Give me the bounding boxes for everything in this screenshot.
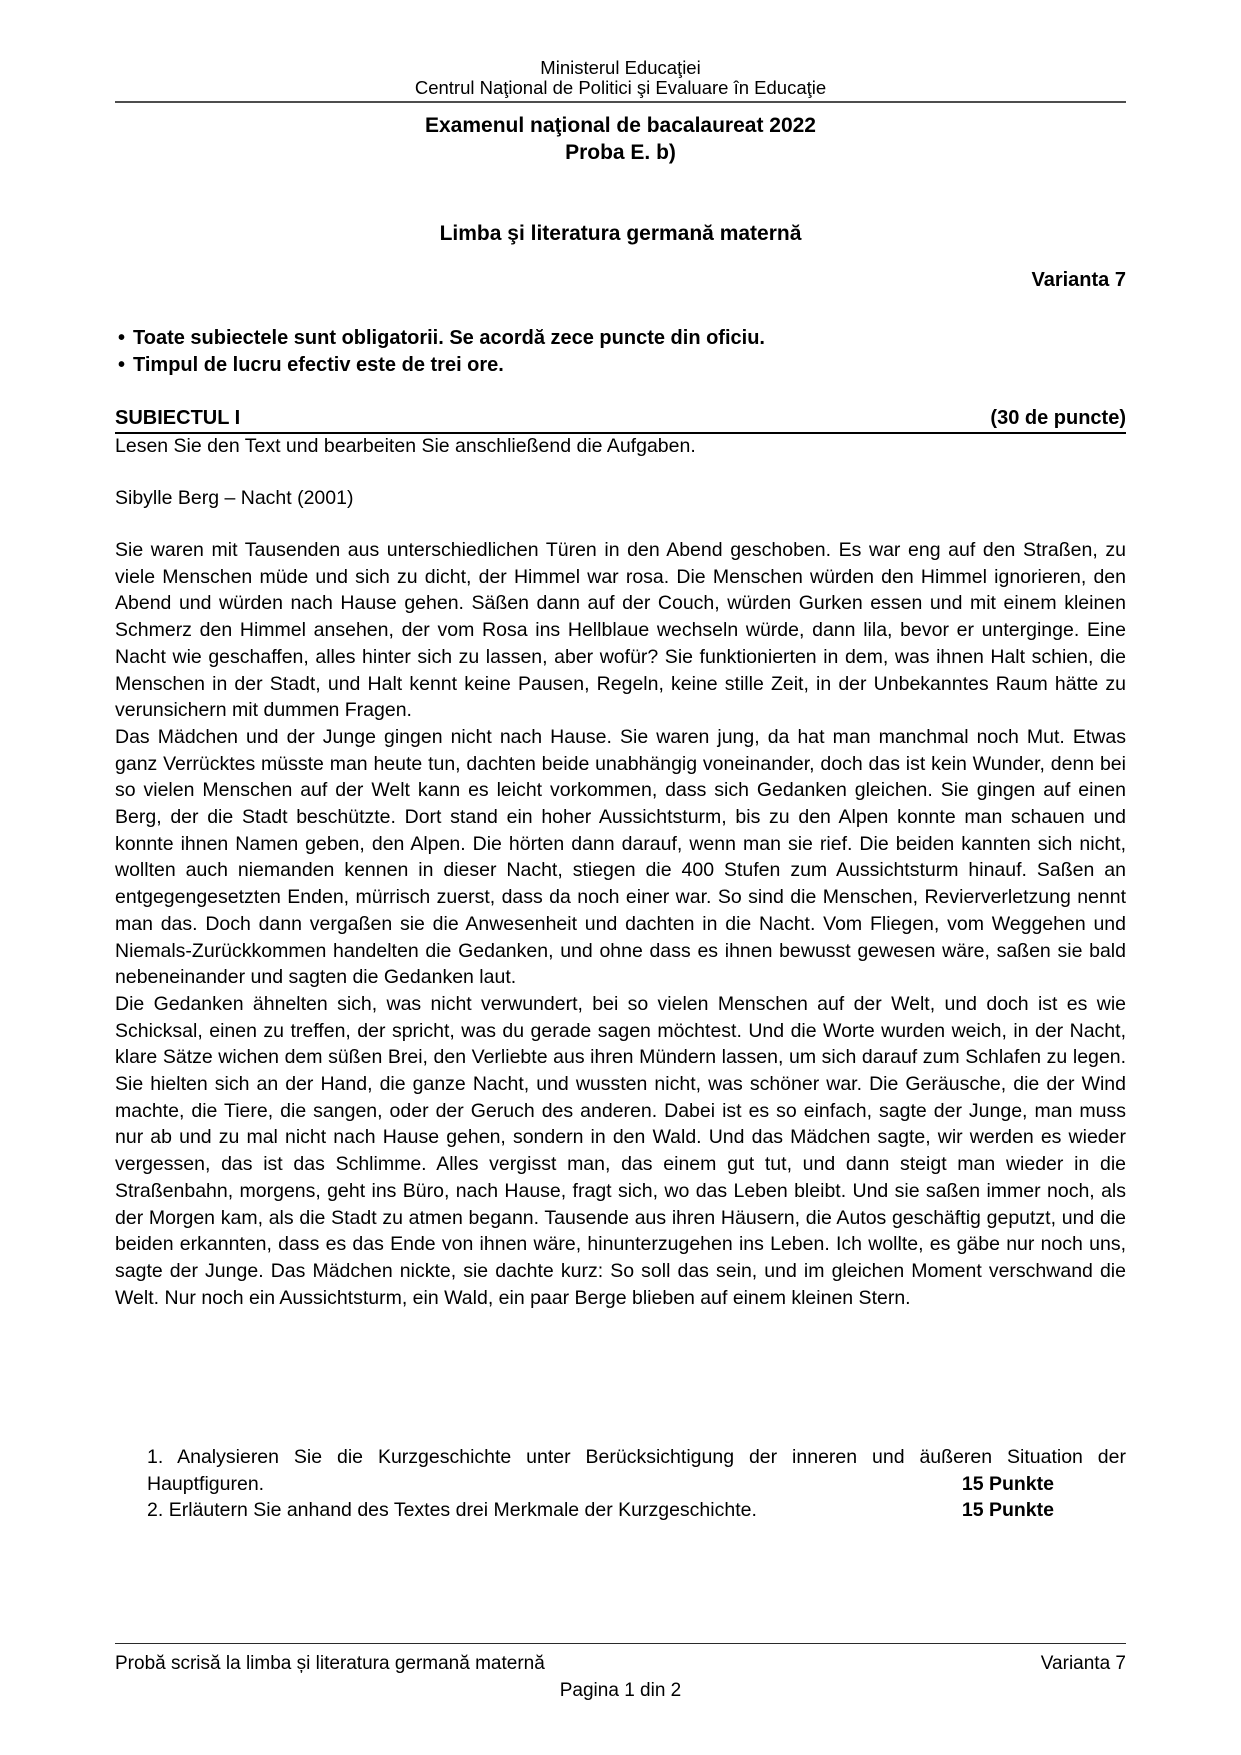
task-points: 15 Punkte [961, 1472, 1054, 1495]
task-list [147, 1444, 1126, 1524]
section-heading: SUBIECTUL I [115, 407, 241, 429]
ministry-name: Ministerul Educaţiei [540, 57, 701, 78]
footer-page-number: Pagina 1 din 2 [559, 1680, 682, 1701]
exam-title-line1: Examenul naţional de bacalaureat 2022 [424, 114, 816, 137]
national-center-name: Centrul Naţional de Politici şi Evaluare în Educaţie [414, 77, 827, 98]
instruction-text: Timpul de lucru efectiv este de trei ore. [133, 354, 504, 376]
reading-paragraph: Sie waren mit Tausenden aus unterschiedlichen Türen in den Abend geschoben. Es war eng auf den Straßen, zu viele Menschen müde und sich zu dicht, der Himmel war rosa. Die Menschen würden den Himmel ignorieren, den Abend und würden nach Hause gehen. Säßen dann auf der Couch, würden Gurken essen und mit einem kleinen Schmerz den Himmel ansehen, der vom Rosa ins Hellblaue wechseln würde, dann lila, bevor er unterginge. Eine Nacht wie geschaffen, alles hinter sich zu lassen, aber wofür? Sie funktionierten in dem, was ihnen Halt schien, die Menschen in der Stadt, und Halt kennt keine Pausen, Regeln, keine stille Zeit, in der Unbekanntes Raum hätte zu verunsichern mit dummen Fragen. [115, 539, 1126, 722]
variant-label: Varianta 7 [1031, 269, 1126, 291]
header-divider-line [115, 101, 1126, 103]
instruction-item [115, 352, 1126, 379]
ministry-header [115, 58, 1126, 98]
task-text: Erläutern Sie anhand des Textes drei Merkmale der Kurzgeschichte. [168, 1499, 757, 1522]
bullet-dot-icon: • [118, 354, 126, 376]
task-item-2 [147, 1497, 1126, 1524]
footer-variant-label: Varianta 7 [1040, 1653, 1126, 1674]
section-intro: Lesen Sie den Text und bearbeiten Sie anschließend die Aufgaben. [115, 435, 696, 457]
task-text: Analysieren Sie die Kurzgeschichte unter Berücksichtigung der inneren und äußeren Situation der Hauptfiguren. [147, 1446, 1126, 1495]
task-item-1 [147, 1444, 1126, 1497]
footer-row [115, 1651, 1126, 1676]
exam-title [115, 112, 1126, 166]
reading-paragraph: Die Gedanken ähnelten sich, was nicht verwundert, bei so vielen Menschen auf der Welt, und doch ist es wie Schicksal, einen zu treffen, der spricht, was du gerade sagen möchtest. Und die Worte wurden weich, in der Nacht, klare Sätze wichen dem süßen Brei, den Verliebte aus ihren Mündern lassen, um sich darauf zum Schlafen zu legen. Sie hielten sich an der Hand, die ganze Nacht, und wussten nicht, was schöner war. Die Geräusche, die der Wind machte, die Tiere, die sangen, oder der Geruch des anderen. Dabei ist es so einfach, sagte der Junge, man muss nur ab und zu mal nicht nach Hause gehen, sondern in den Wald. Und das Mädchen sagte, wir werden es wieder vergessen, das ist das Schlimme. Alles vergisst man, das einem gut tut, und dann steigt man wieder in die Straßenbahn, morgens, geht ins Büro, nach Hause, fragt sich, wo das Leben bleibt. Und sie saßen immer noch, als der Morgen kam, als die Stadt zu atmen begann. Tausende aus ihren Häusern, die Autos geschäftig geputzt, und die beiden erkannten, dass es das Ende von ihnen wäre, hinunterzugehen ins Leben. Ich wollte, es gäbe nur noch uns, sagte der Junge. Das Mädchen nickte, sie dachte kurz: So soll das sein, und im gleichen Moment verschwand die Welt. Nur noch ein Aussichtsturm, ein Wald, ein paar Berge blieben auf einem kleinen Stern. [115, 992, 1126, 1309]
exam-title-line2: Proba E. b) [565, 141, 676, 164]
task-number: 2. [147, 1499, 164, 1522]
section-heading-row [115, 407, 1126, 434]
subject-title: Limba şi literatura germană maternă [439, 222, 802, 245]
instructions-list [115, 325, 1126, 379]
section-points-label: (30 de puncte) [990, 407, 1126, 429]
text-source-line: Sibylle Berg – Nacht (2001) [115, 487, 354, 509]
task-number: 1. [147, 1446, 164, 1468]
footer-subject-label: Probă scrisă la limba și literatura germană maternă [115, 1653, 545, 1674]
instruction-text: Toate subiectele sunt obligatorii. Se acordă zece puncte din oficiu. [133, 327, 765, 349]
reading-text [115, 537, 1126, 1311]
task-points: 15 Punkte [961, 1499, 1054, 1522]
reading-paragraph: Das Mädchen und der Junge gingen nicht nach Hause. Sie waren jung, da hat man manchmal noch Mut. Etwas ganz Verrücktes müsste man heute tun, dachten beide unabhängig voneinander, doch das ist kein Wunder, denn bei so vielen Menschen auf der Welt kann es leicht vorkommen, dass sich Gedanken gleichen. Sie gingen auf einen Berg, der die Stadt beschützte. Dort stand ein hoher Aussichtsturm, bis zu den Alpen konnte man schauen und konnte ihnen Namen geben, den Alpen. Die hörten dann darauf, wenn man sie rief. Die beiden kannten sich nicht, wollten auch niemanden kennen in dieser Nacht, stiegen die 400 Stufen zum Aussichtsturm hinauf. Saßen an entgegengesetzten Enden, mürrisch zuerst, dass da noch einer war. So sind die Menschen, Revierverletzung nennt man das. Doch dann vergaßen sie die Anwesenheit und dachten in die Nacht. Vom Fliegen, vom Weggehen und Niemals-Zurückkommen handelten die Gedanken, und ohne dass es ihnen bewusst gewesen wäre, saßen sie bald nebeneinander und sagten die Gedanken laut. [115, 725, 1126, 989]
bullet-dot-icon: • [118, 327, 126, 349]
instruction-item [115, 325, 1126, 352]
footer-divider-line [115, 1643, 1126, 1644]
